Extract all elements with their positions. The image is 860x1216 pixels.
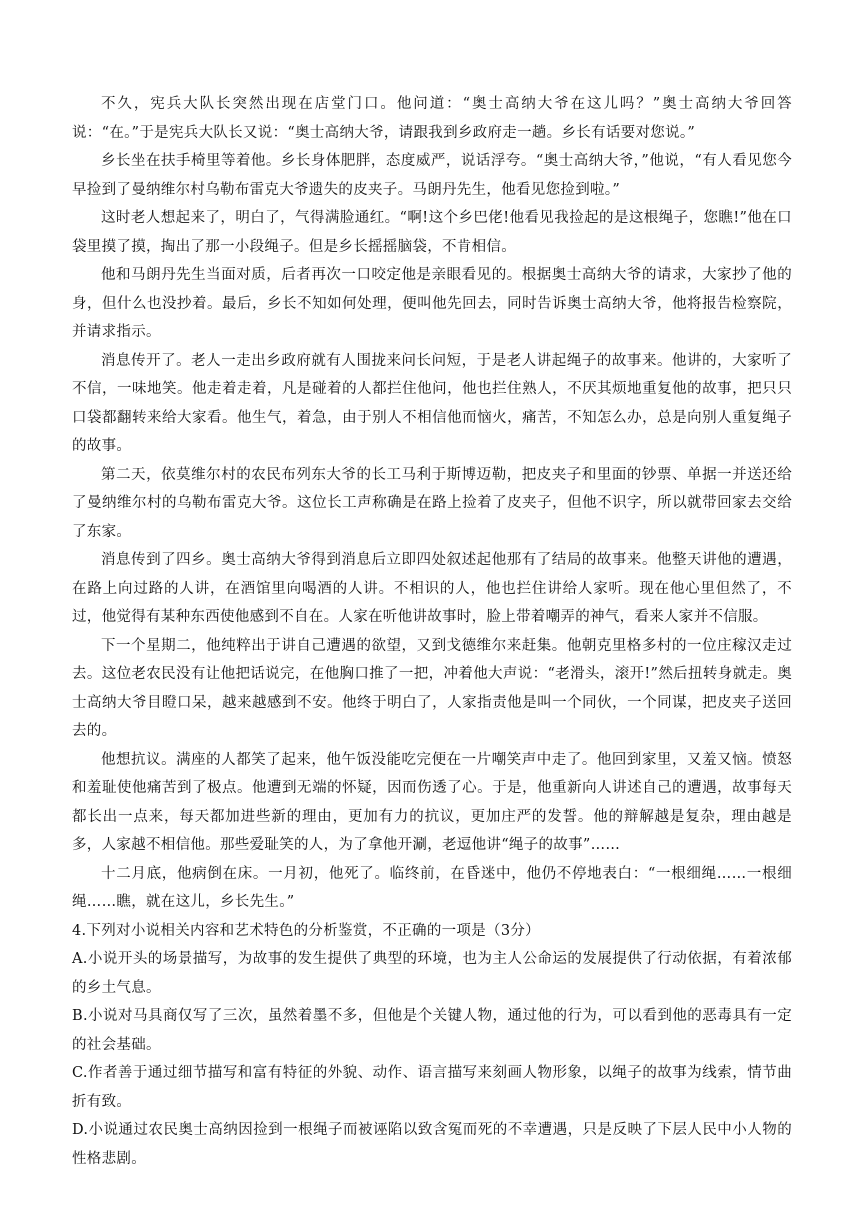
option-d: D.小说通过农民奥士高纳因捡到一根绳子而被诬陷以致含冤而死的不幸遭遇，只是反映了下层人民中小人物的性格悲剧。 (72, 1122, 792, 1167)
passage-paragraph: 消息传到了四乡。奥士高纳大爷得到消息后立即四处叙述起他那有了结局的故事来。他整天讲他的遭遇，在路上向过路的人讲，在酒馆里向喝酒的人讲。不相识的人，他也拦住讲给人家听。现在他心里但然了，不过，他觉得有某种东西使他感到不自在。人家在听他讲故事时，脸上带着嘲弄的神气，看来人家并不信服。 (72, 552, 792, 625)
passage-paragraph: 十二月底，他病倒在床。一月初，他死了。临终前，在昏迷中，他仍不停地表白：“一根细绳……一根细绳……瞧，就在这儿，乡长先生。” (72, 865, 792, 910)
passage-paragraph: 下一个星期二，他纯粹出于讲自己遭遇的欲望，又到戈德维尔来赶集。他朝克里格多村的一位庄稼汉走过去。这位老农民没有让他把话说完，在他胸口推了一把，冲着他大声说：“老滑头，滚开!”然后扭转身就走。奥士高纳大爷目瞪口呆，越来越感到不安。他终于明白了，人家指责他是叫一个同伙，一个同谋，把皮夹子送回去的。 (72, 637, 792, 739)
document-page (72, 90, 792, 1173)
question-stem: 4.下列对小说相关内容和艺术特色的分析鉴赏，不正确的一项是（3分） (72, 922, 540, 939)
option-b: B.小说对马具商仅写了三次，虽然着墨不多，但他是个关键人物，通过他的行为，可以看到他的恶毒具有一定的社会基础。 (72, 1008, 792, 1053)
passage-paragraph: 这时老人想起来了，明白了，气得满脸通红。“啊!这个乡巴佬!他看见我捡起的是这根绳子，您瞧!”他在口袋里摸了摸，掏出了那一小段绳子。但是乡长摇摇脑袋，不肯相信。 (72, 210, 792, 255)
option-a: A.小说开头的场景描写，为故事的发生提供了典型的环境，也为主人公命运的发展提供了行动依据，有着浓郁的乡土气息。 (72, 951, 792, 996)
passage-paragraph: 不久，宪兵大队长突然出现在店堂门口。他问道：“奥士高纳大爷在这儿吗？”奥士高纳大爷回答说：“在。”于是宪兵大队长又说：“奥士高纳大爷，请跟我到乡政府走一趟。乡长有话要对您说。” (72, 96, 792, 141)
passage-paragraph: 他和马朗丹先生当面对质，后者再次一口咬定他是亲眼看见的。根据奥士高纳大爷的请求，大家抄了他的身，但什么也没抄着。最后，乡长不知如何处理，便叫他先回去，同时告诉奥士高纳大爷，他将报告检察院，并请求指示。 (72, 267, 792, 340)
passage-paragraph: 乡长坐在扶手椅里等着他。乡长身体肥胖，态度威严，说话浮夸。“奥士高纳大爷，”他说，“有人看见您今早捡到了曼纳维尔村乌勒布雷克大爷遗失的皮夹子。马朗丹先生，他看见您捡到啦。” (72, 153, 792, 198)
question-block (72, 917, 792, 1174)
passage-paragraph: 第二天，依莫维尔村的农民布列东大爷的长工马利于斯博迈勒，把皮夹子和里面的钞票、单据一并送还给了曼纳维尔村的乌勒布雷克大爷。这位长工声称确是在路上捡着了皮夹子，但他不识字，所以就带回家去交给了东家。 (72, 466, 792, 540)
story-passage (72, 90, 792, 917)
passage-paragraph: 消息传开了。老人一走出乡政府就有人围拢来问长问短，于是老人讲起绳子的故事来。他讲的，大家听了不信，一味地笑。他走着走着，凡是碰着的人都拦住他问，他也拦住熟人，不厌其烦地重复他的故事，把只只口袋都翻转来给大家看。他生气，着急，由于别人不相信他而恼火，痛苦，不知怎么办，总是向别人重复绳子的故事。 (72, 352, 792, 454)
option-c: C.作者善于通过细节描写和富有特征的外貌、动作、语言描写来刻画人物形象，以绳子的故事为线索，情节曲折有致。 (72, 1065, 792, 1110)
passage-paragraph: 他想抗议。满座的人都笑了起来，他午饭没能吃完便在一片嘲笑声中走了。他回到家里，又羞又恼。愤怒和羞耻使他痛苦到了极点。他遭到无端的怀疑，因而伤透了心。于是，他重新向人讲述自己的遭遇，故事每天都长出一点来，每天都加进些新的理由，更加有力的抗议，更加庄严的发誓。他的辩解越是复杂，理由越是多，人家越不相信他。那些爱耻笑的人，为了拿他开涮，老逗他讲“绳子的故事”…… (72, 751, 792, 853)
